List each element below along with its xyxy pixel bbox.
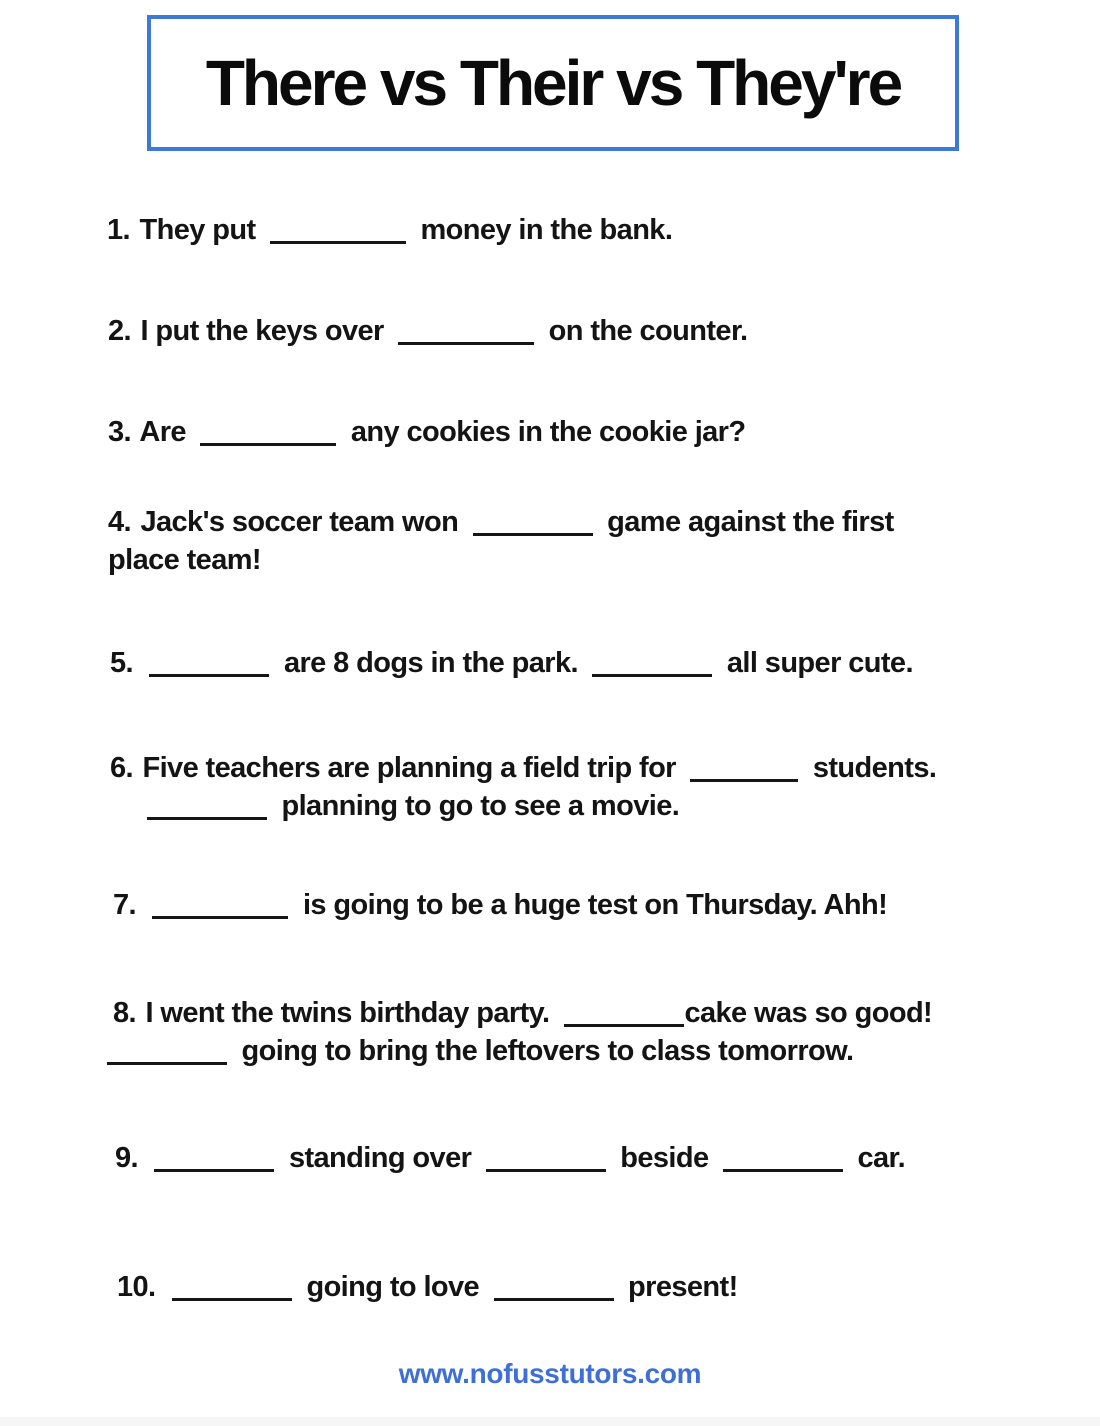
question-number: 7. — [113, 889, 136, 921]
question-number: 9. — [115, 1142, 138, 1174]
question-text: planning to go to see a movie. — [281, 790, 680, 822]
question-number: 1. — [107, 214, 130, 246]
question-6 — [110, 749, 936, 825]
question-10 — [117, 1268, 738, 1306]
question-line — [110, 749, 936, 787]
question-text: cake was so good! — [684, 997, 933, 1029]
question-text: I went the twins birthday party. — [145, 997, 550, 1029]
question-line — [100, 1032, 932, 1070]
question-text: standing over — [288, 1142, 472, 1174]
question-text: students. — [812, 752, 937, 784]
fill-in-blank — [147, 793, 267, 820]
question-text: game against the first — [607, 506, 894, 538]
question-text: going to love — [306, 1271, 480, 1303]
fill-in-blank — [592, 650, 712, 677]
question-number: 3. — [108, 416, 131, 448]
question-number: 6. — [110, 752, 133, 784]
fill-in-blank — [172, 1274, 292, 1301]
fill-in-blank — [690, 755, 798, 782]
question-text: I put the keys over — [140, 315, 384, 347]
footer — [0, 1355, 1100, 1393]
fill-in-blank — [107, 1038, 227, 1065]
question-text: are 8 dogs in the park. — [283, 647, 578, 679]
question-number: 8. — [113, 997, 136, 1029]
question-1 — [107, 211, 672, 249]
question-text: place team! — [108, 544, 261, 576]
question-line — [110, 787, 936, 825]
question-3 — [108, 413, 745, 451]
question-number: 4. — [108, 506, 131, 538]
question-number: 5. — [110, 647, 133, 679]
question-9 — [115, 1139, 905, 1177]
question-text: any cookies in the cookie jar? — [350, 416, 746, 448]
question-line — [113, 994, 932, 1032]
question-4 — [108, 503, 894, 579]
question-text: Five teachers are planning a field trip for — [142, 752, 676, 784]
page-bottom-band — [0, 1417, 1100, 1426]
question-text: They put — [139, 214, 256, 246]
fill-in-blank — [564, 1000, 684, 1027]
question-text: beside — [620, 1142, 709, 1174]
fill-in-blank — [154, 1145, 274, 1172]
fill-in-blank — [398, 318, 534, 345]
question-text: is going to be a huge test on Thursday. Ahh! — [302, 889, 888, 921]
fill-in-blank — [152, 892, 288, 919]
fill-in-blank — [473, 509, 593, 536]
question-text: money in the bank. — [420, 214, 673, 246]
fill-in-blank — [723, 1145, 843, 1172]
fill-in-blank — [494, 1274, 614, 1301]
question-text: on the counter. — [548, 315, 748, 347]
fill-in-blank — [486, 1145, 606, 1172]
fill-in-blank — [200, 419, 336, 446]
question-line — [108, 503, 894, 541]
title-box — [147, 15, 959, 151]
question-7 — [113, 886, 887, 924]
question-number: 10. — [117, 1271, 156, 1303]
fill-in-blank — [270, 217, 406, 244]
question-text: going to bring the leftovers to class tomorrow. — [241, 1035, 854, 1067]
question-number: 2. — [108, 315, 131, 347]
fill-in-blank — [149, 650, 269, 677]
footer-url[interactable]: www.nofusstutors.com — [398, 1358, 702, 1389]
question-2 — [108, 312, 748, 350]
question-5 — [110, 644, 913, 682]
question-text: Jack's soccer team won — [140, 506, 459, 538]
question-text: car. — [857, 1142, 906, 1174]
question-8 — [113, 994, 932, 1070]
question-text: all super cute. — [726, 647, 913, 679]
question-text: Are — [139, 416, 186, 448]
question-text: present! — [628, 1271, 738, 1303]
worksheet-title: There vs Their vs They're — [205, 47, 901, 119]
question-line — [108, 541, 894, 579]
